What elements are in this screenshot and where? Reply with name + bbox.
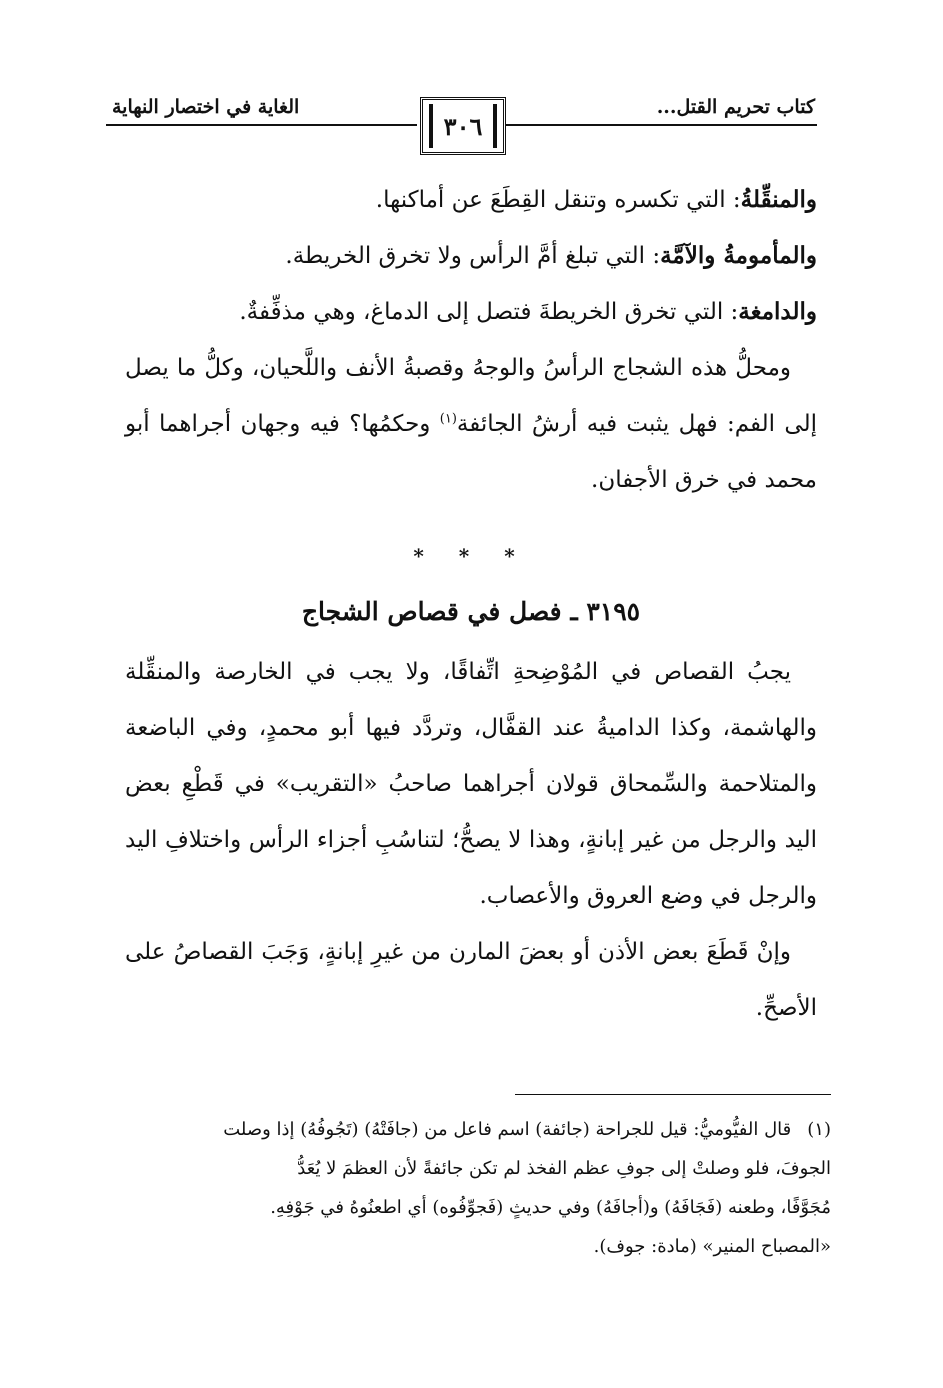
page-number: ٣٠٦ <box>443 111 483 141</box>
paragraph-text-continued: وحكمُها؟ فيه وجهان أجراهما أبو محمد في خرق الأجفان. <box>125 411 817 493</box>
footnote-text: قال الفيُّوميُّ: قيل للجراحة (جائفة) اسم فاعل من (جافَتْهُ) (تَجُوفُهُ) إذا وصلت <box>223 1119 792 1140</box>
section-title: ٣١٩٥ ـ فصل في قصاص الشجاج <box>301 597 641 626</box>
definition-damigha <box>125 284 817 340</box>
footnote-line: الجوفَ، فلو وصلتْ إلى جوفِ عظم الفخذ لم تكن جائفةً لأن العظمَ لا يُعَدُّ <box>297 1158 831 1179</box>
footnote-divider <box>515 1094 831 1095</box>
running-header-chapter: كتاب تحريم القتل... <box>656 96 815 118</box>
footnote-line <box>126 1110 831 1149</box>
definition-term: والمأمومةُ والآمَّة <box>660 242 817 269</box>
page-number-box <box>420 97 506 155</box>
definition-term: والمنقِّلةُ <box>740 186 817 213</box>
main-text <box>125 172 817 1036</box>
paragraph-text: ومحلُّ هذه الشجاج الرأسُ والوجهُ وقصبةُ الأنف واللَّحيان، وكلُّ ما يصل إلى الفم: فهل يثبت فيه أرشُ الجائفة <box>125 355 817 437</box>
section-paragraph-2: وإنْ قَطَعَ بعض الأذن أو بعضَ المارن من غيرِ إبانةٍ، وَجَبَ القصاصُ على الأصحِّ. <box>125 939 817 1021</box>
header-rule-left <box>106 124 417 126</box>
section-separator: * * * <box>413 544 529 568</box>
header-rule-right <box>506 124 817 126</box>
section-paragraph-1: يجبُ القصاص في المُوْضِحةِ اتِّفاقًا، ولا يجب في الخارصة والمنقِّلة والهاشمة، وكذا الداميةُ عند القفَّال، وتردَّد فيها أبو محمدٍ، وفي الباضعة والمتلاحمة والسِّمحاق قولان أجراهما صاحبُ «التقريب» في قَطْعِ بعض اليد والرجل من غير إبانةٍ، وهذا لا يصحُّ؛ لتناسُبِ أجزاء الرأس واختلافِ اليد والرجل في وضع العروق والأعصاب. <box>125 659 817 909</box>
footnote-line: مُجَوَّفًا، وطعنه (فَجَافَهُ) و(أجافَهُ) وفي حديثٍ (فَجوِّفُوه) أي اطعنُوهُ في جَوْفِهِ. <box>270 1197 831 1218</box>
definition-munaqqila <box>125 172 817 228</box>
definition-term: والدامغة <box>738 298 817 325</box>
paragraph-location-of-wounds <box>125 340 817 508</box>
definition-text: : التي تبلغ أمَّ الرأس ولا تخرق الخريطة. <box>285 243 661 269</box>
running-header-book-title: الغاية في اختصار النهاية <box>112 96 300 118</box>
definition-text: : التي تخرق الخريطةَ فتصل إلى الدماغ، وهي مذفِّفةٌ. <box>239 299 739 325</box>
footnote <box>126 1110 831 1266</box>
definition-text: : التي تكسره وتنقل القِطَعَ عن أماكنها. <box>375 187 741 213</box>
definition-mamuma <box>125 228 817 284</box>
footnote-reference: (١) <box>439 411 457 427</box>
footnote-line: «المصباح المنير» (مادة: جوف). <box>593 1236 831 1257</box>
footnote-number: (١) <box>807 1119 831 1140</box>
